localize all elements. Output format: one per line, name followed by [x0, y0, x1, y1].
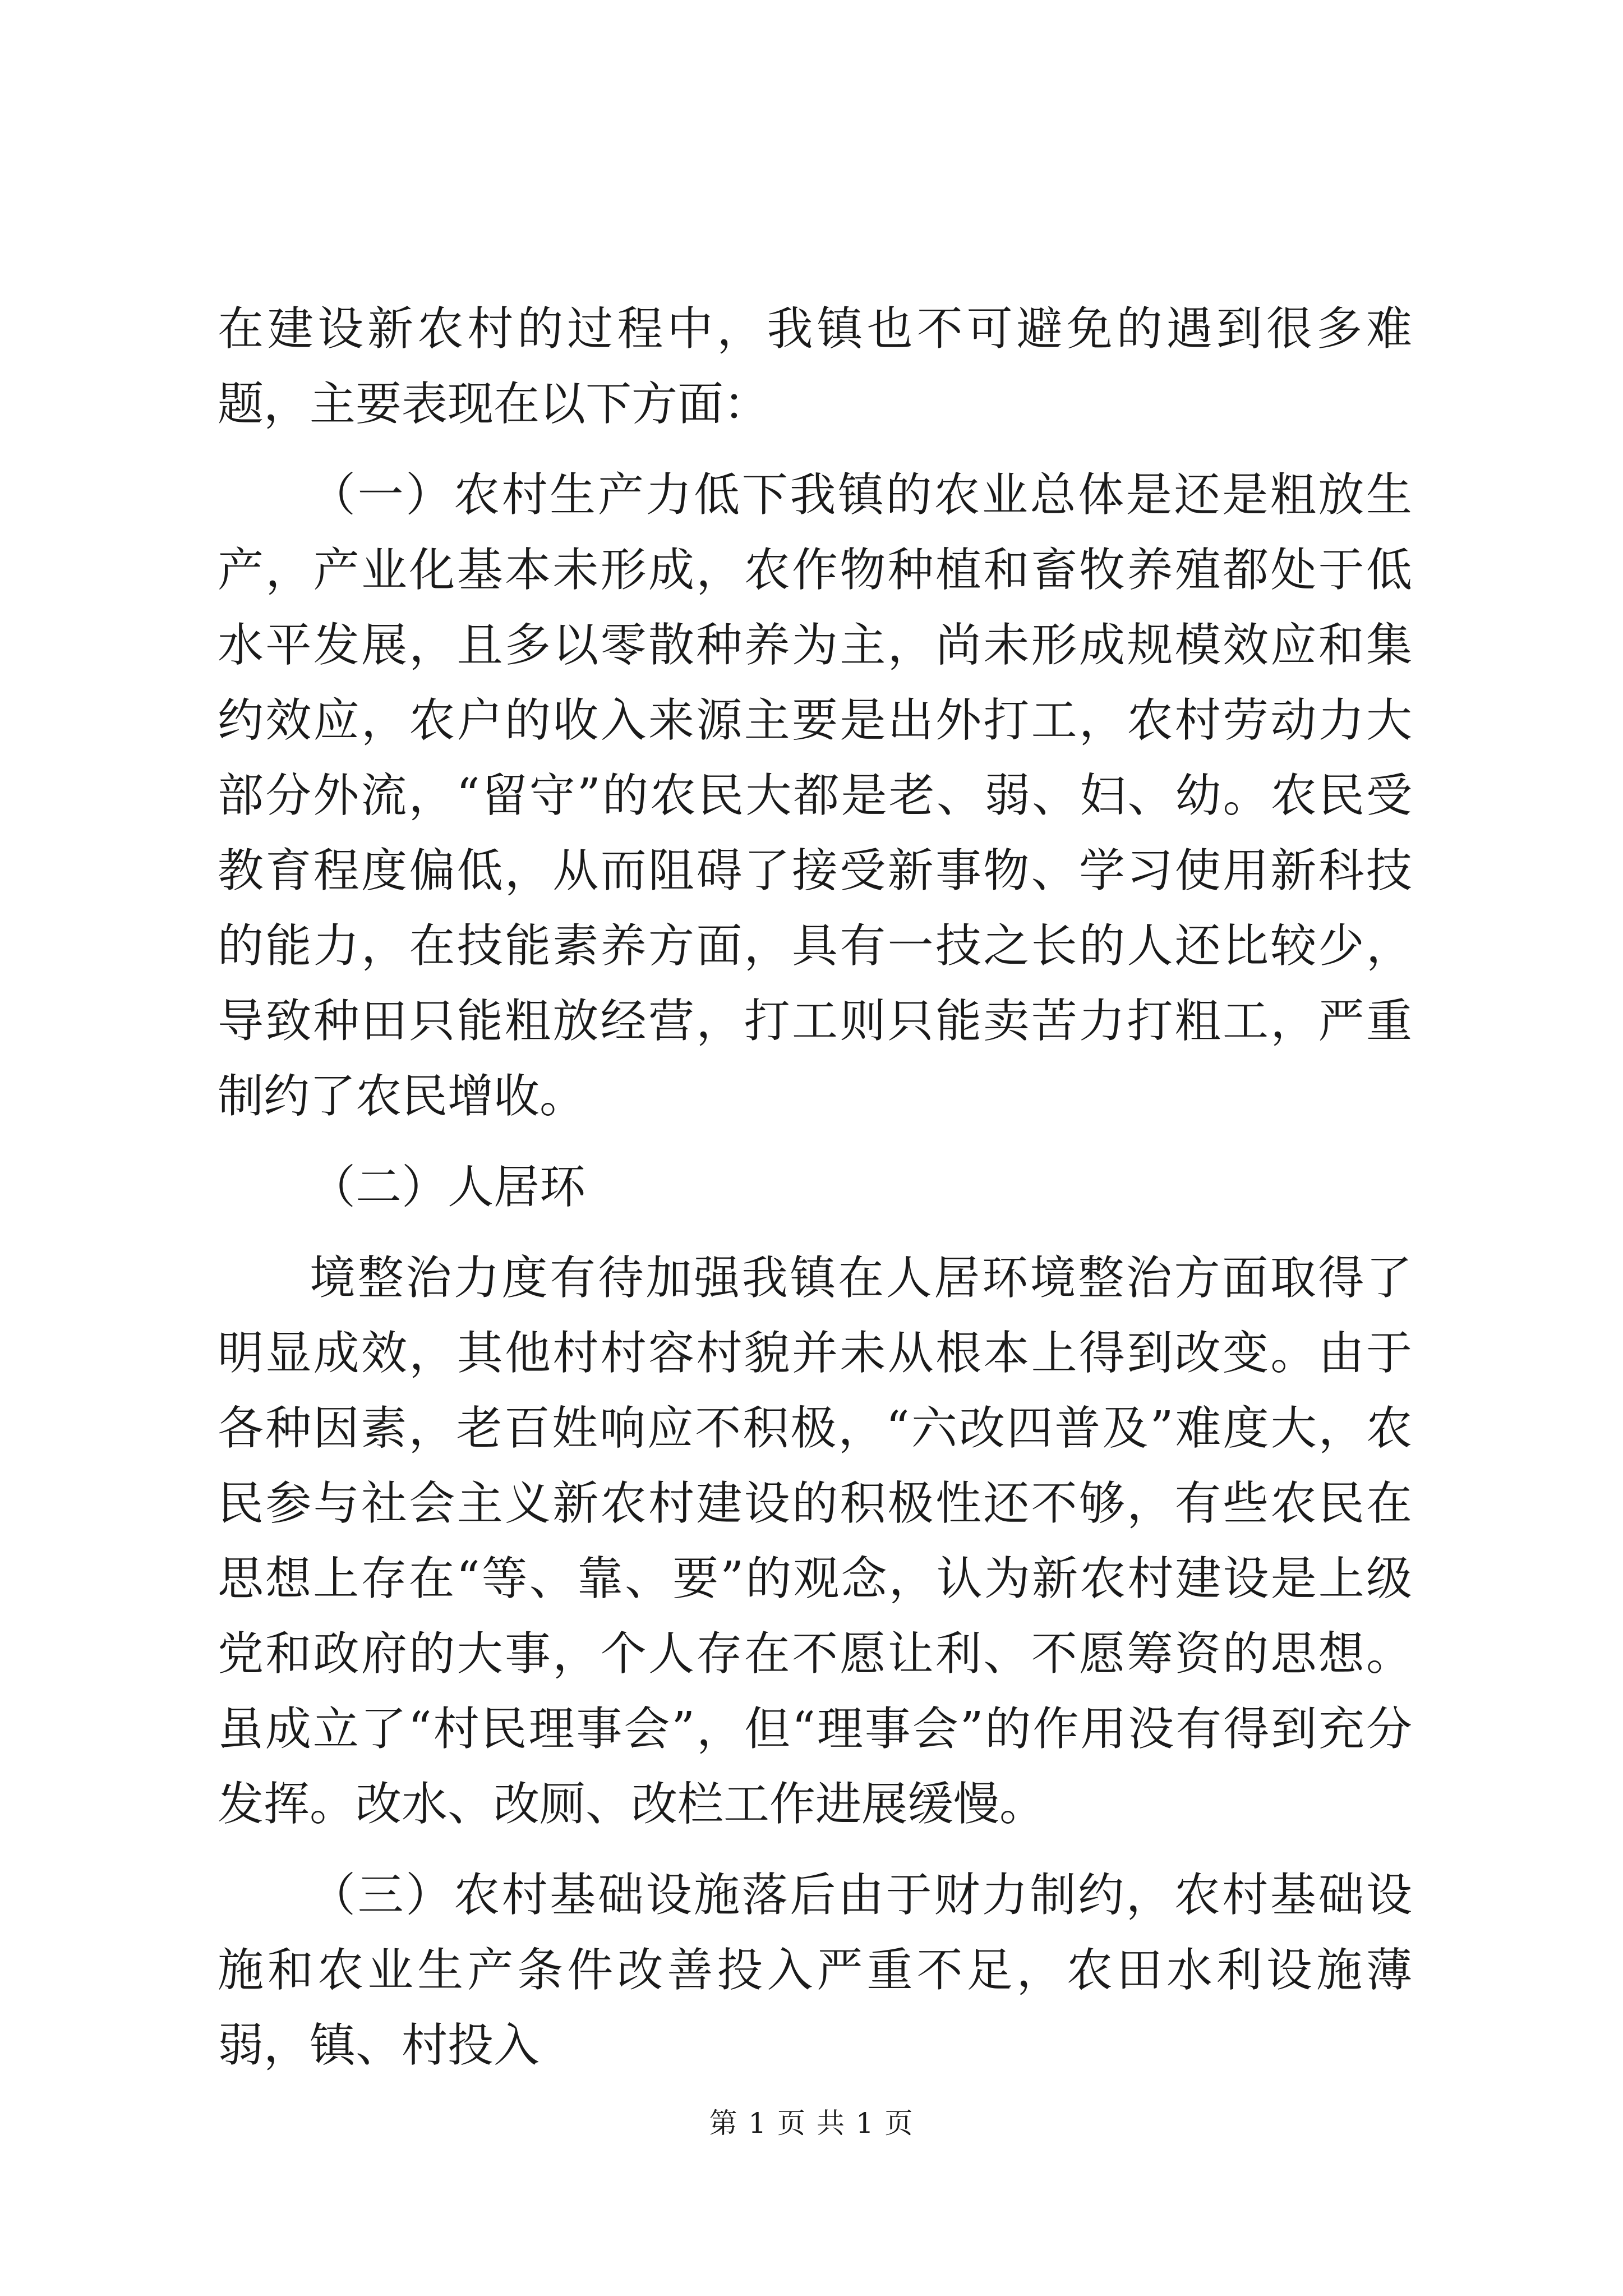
- paragraph-section-2-body: 境整治力度有待加强我镇在人居环境整治方面取得了明显成效，其他村村容村貌并未从根本上得到改变。由于各种因素，老百姓响应不积极，“六改四普及”难度大，农民参与社会主义新农村建设的积极性还不够，有些农民在思想上存在“等、靠、要”的观念，认为新农村建设是上级党和政府的大事，个人存在不愿让利、不愿筹资的思想。虽成立了“村民理事会”，但“理事会”的作用没有得到充分发挥。改水、改厕、改栏工作进展缓慢。: [218, 1251, 1412, 1831]
- page-number-footer: 第 1 页 共 1 页: [709, 2107, 914, 2139]
- paragraph-section-1: （一）农村生产力低下我镇的农业总体是还是粗放生产，产业化基本未形成，农作物种植和畜牧养殖都处于低水平发展，且多以零散种养为主，尚未形成规模效应和集约效应，农户的收入来源主要是出外打工，农村劳动力大部分外流，“留守”的农民大都是老、弱、妇、幼。农民受教育程度偏低，从而阻碍了接受新事物、学习使用新科技的能力，在技能素养方面，具有一技之长的人还比较少，导致种田只能粗放经营，打工则只能卖苦力打粗工，严重制约了农民增收。: [218, 468, 1412, 1123]
- paragraph-section-3: （三）农村基础设施落后由于财力制约，农村基础设施和农业生产条件改善投入严重不足，农田水利设施薄弱，镇、村投入: [218, 1869, 1412, 2072]
- paragraph-intro: 在建设新农村的过程中，我镇也不可避免的遇到很多难题，主要表现在以下方面：: [218, 302, 1412, 431]
- document-body: [218, 292, 1412, 2099]
- paragraph-section-2-heading: （二）人居环: [310, 1161, 586, 1214]
